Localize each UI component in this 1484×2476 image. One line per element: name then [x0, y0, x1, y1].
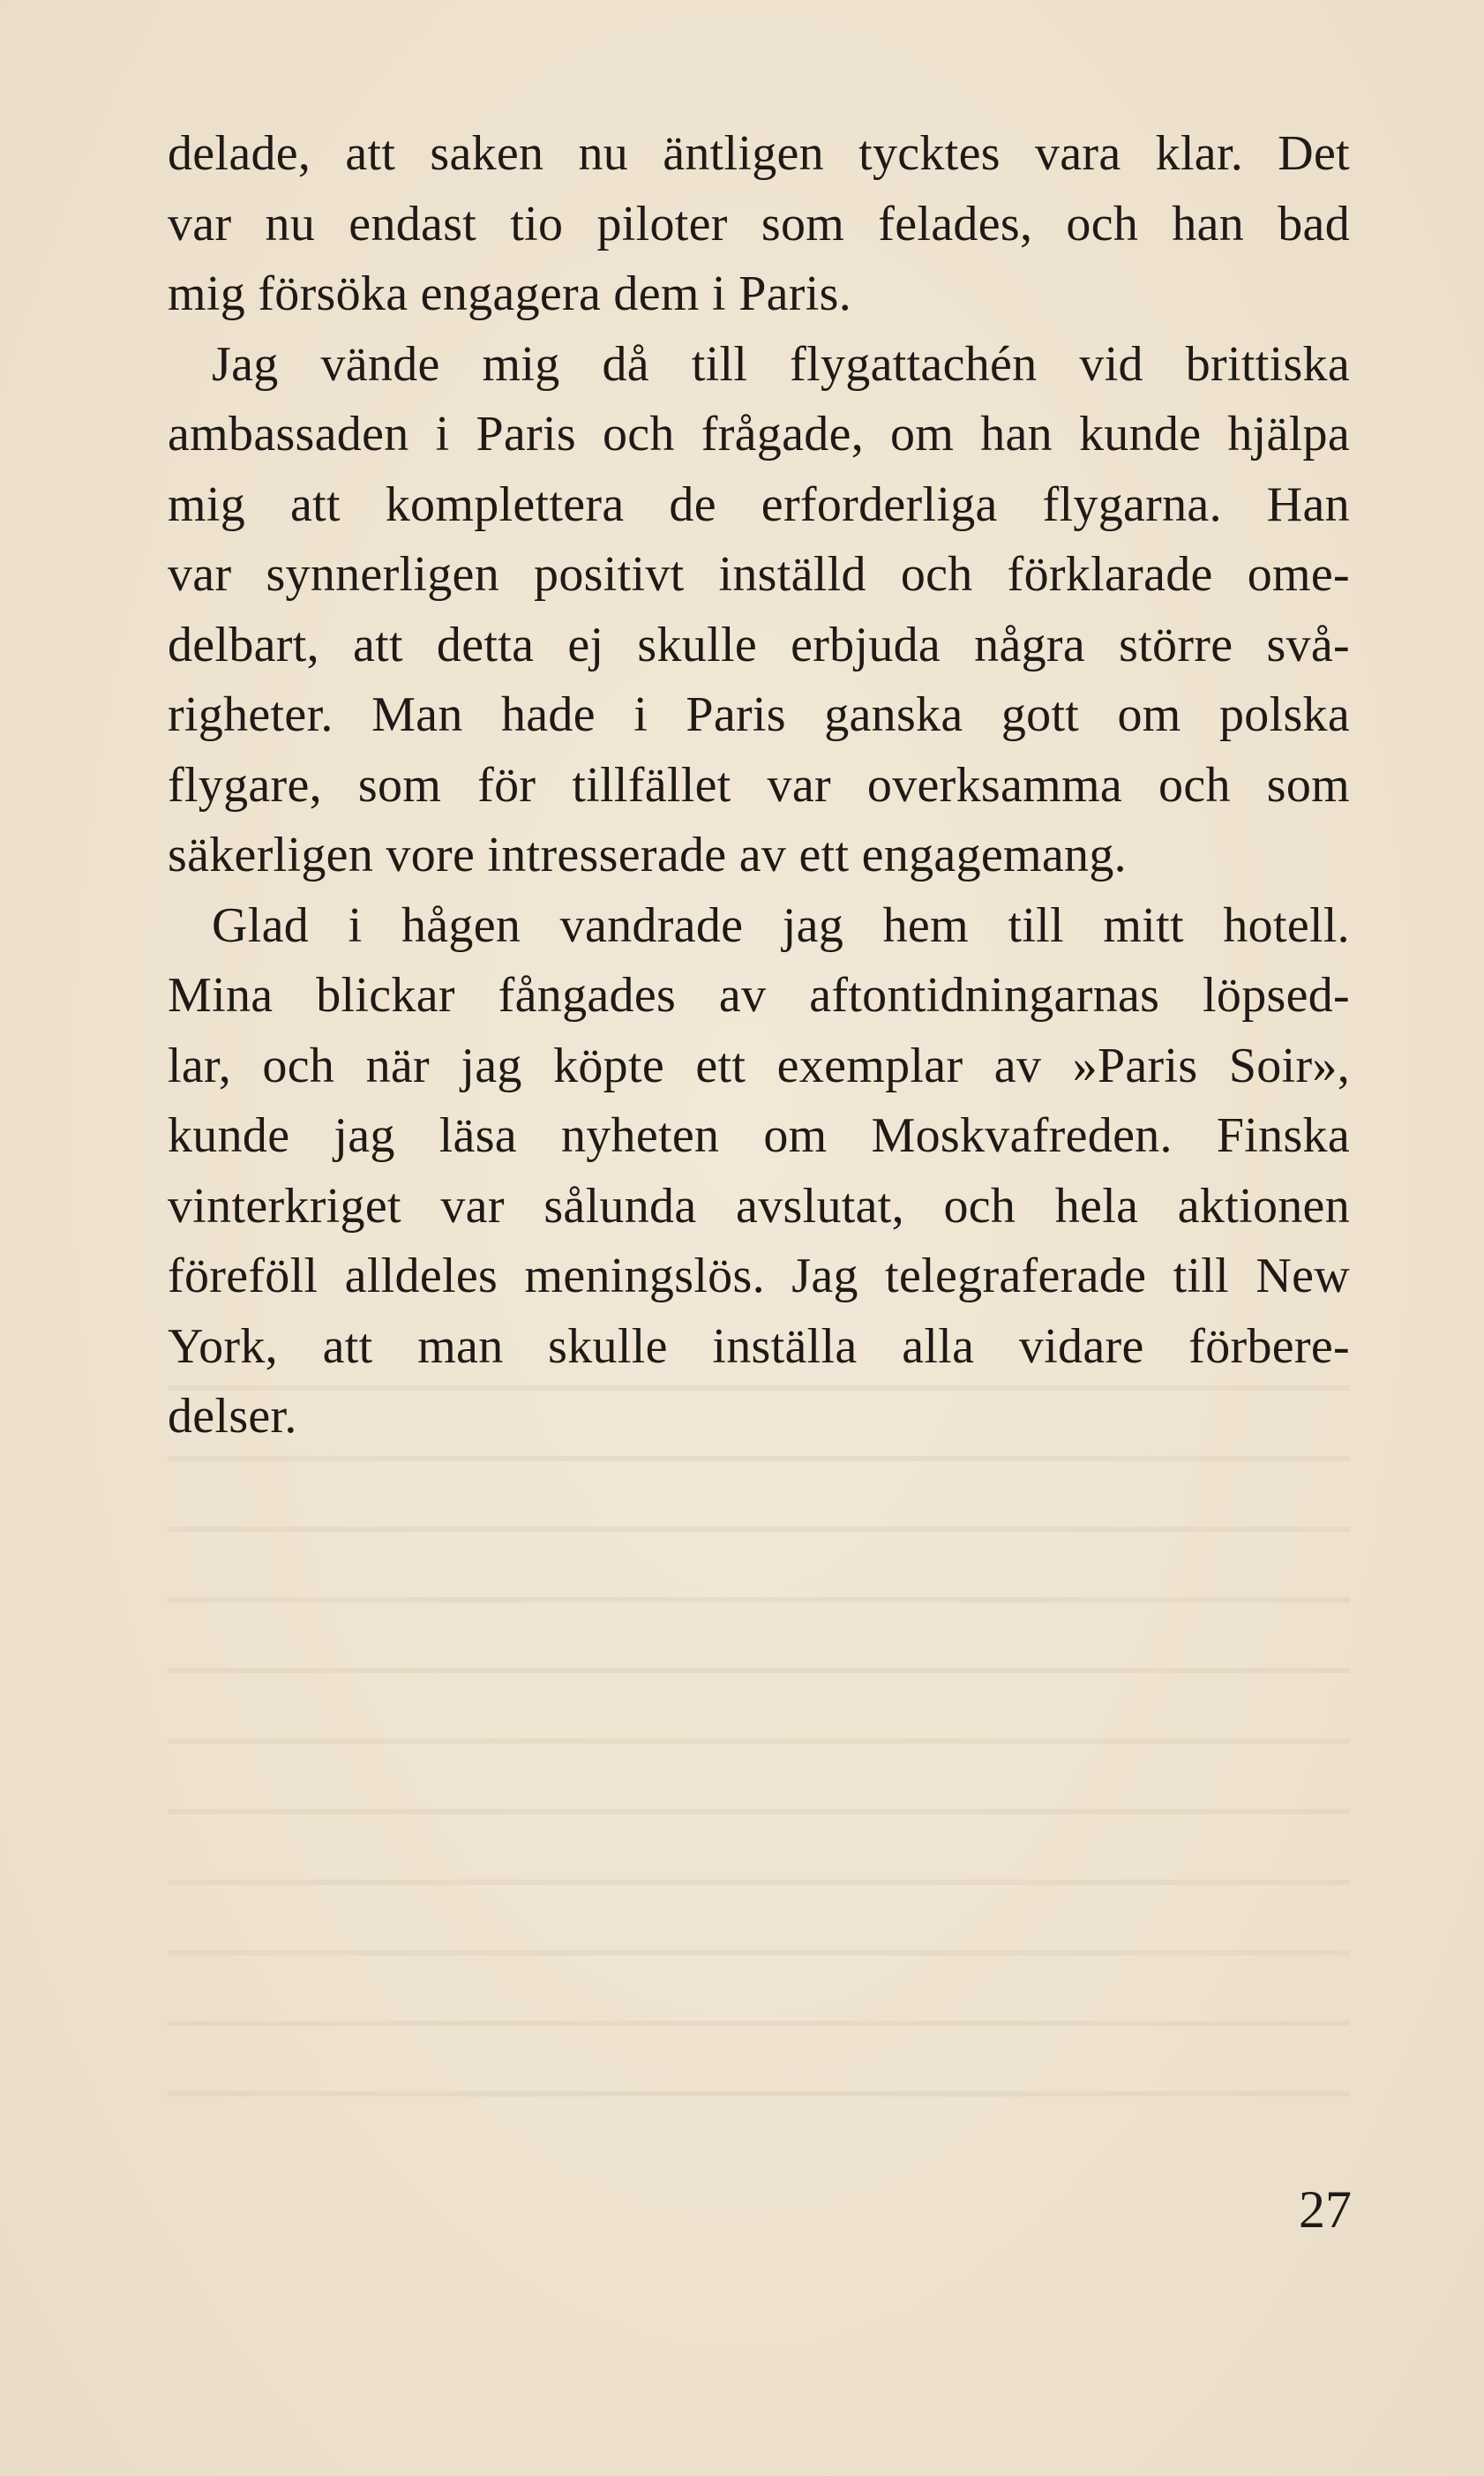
- text-line: föreföll alldeles meningslös. Jag telegraferade till New: [168, 1249, 1350, 1303]
- body-text: [168, 119, 1350, 1452]
- text-line: ambassaden i Paris och frågade, om han kunde hjälpa: [168, 407, 1350, 461]
- text-line: Glad i hågen vandrade jag hem till mitt hotell.: [212, 897, 1350, 953]
- text-line: flygare, som för tillfället var overksamma och som: [168, 757, 1350, 813]
- text-line: righeter. Man hade i Paris ganska gott om polska: [168, 687, 1350, 742]
- text-line: mig försöka engagera dem i Paris.: [168, 266, 852, 321]
- text-line: kunde jag läsa nyheten om Moskvafreden. Finska: [168, 1108, 1350, 1163]
- text-line: mig att komplettera de erforderliga flygarna. Han: [168, 476, 1350, 532]
- text-line: delade, att saken nu äntligen tycktes vara klar. Det: [168, 126, 1350, 181]
- text-line: vinterkriget var sålunda avslutat, och hela aktionen: [168, 1178, 1350, 1234]
- text-line: var synnerligen positivt inställd och förklarade ome-: [168, 547, 1350, 602]
- text-line: Mina blickar fångades av aftontidningarnas löpsed-: [168, 968, 1350, 1023]
- text-line: York, att man skulle inställa alla vidare förbere-: [168, 1318, 1350, 1374]
- text-line: säkerligen vore intresserade av ett engagemang.: [168, 828, 1127, 882]
- text-line: var nu endast tio piloter som felades, och han bad: [168, 196, 1350, 251]
- page-number: 27: [1299, 2180, 1352, 2239]
- text-line: lar, och när jag köpte ett exemplar av »Paris Soir»,: [168, 1038, 1350, 1093]
- text-line: Jag vände mig då till flygattachén vid brittiska: [212, 336, 1350, 392]
- text-line: delser.: [168, 1389, 297, 1444]
- text-line: delbart, att detta ej skulle erbjuda några större svå-: [168, 617, 1350, 672]
